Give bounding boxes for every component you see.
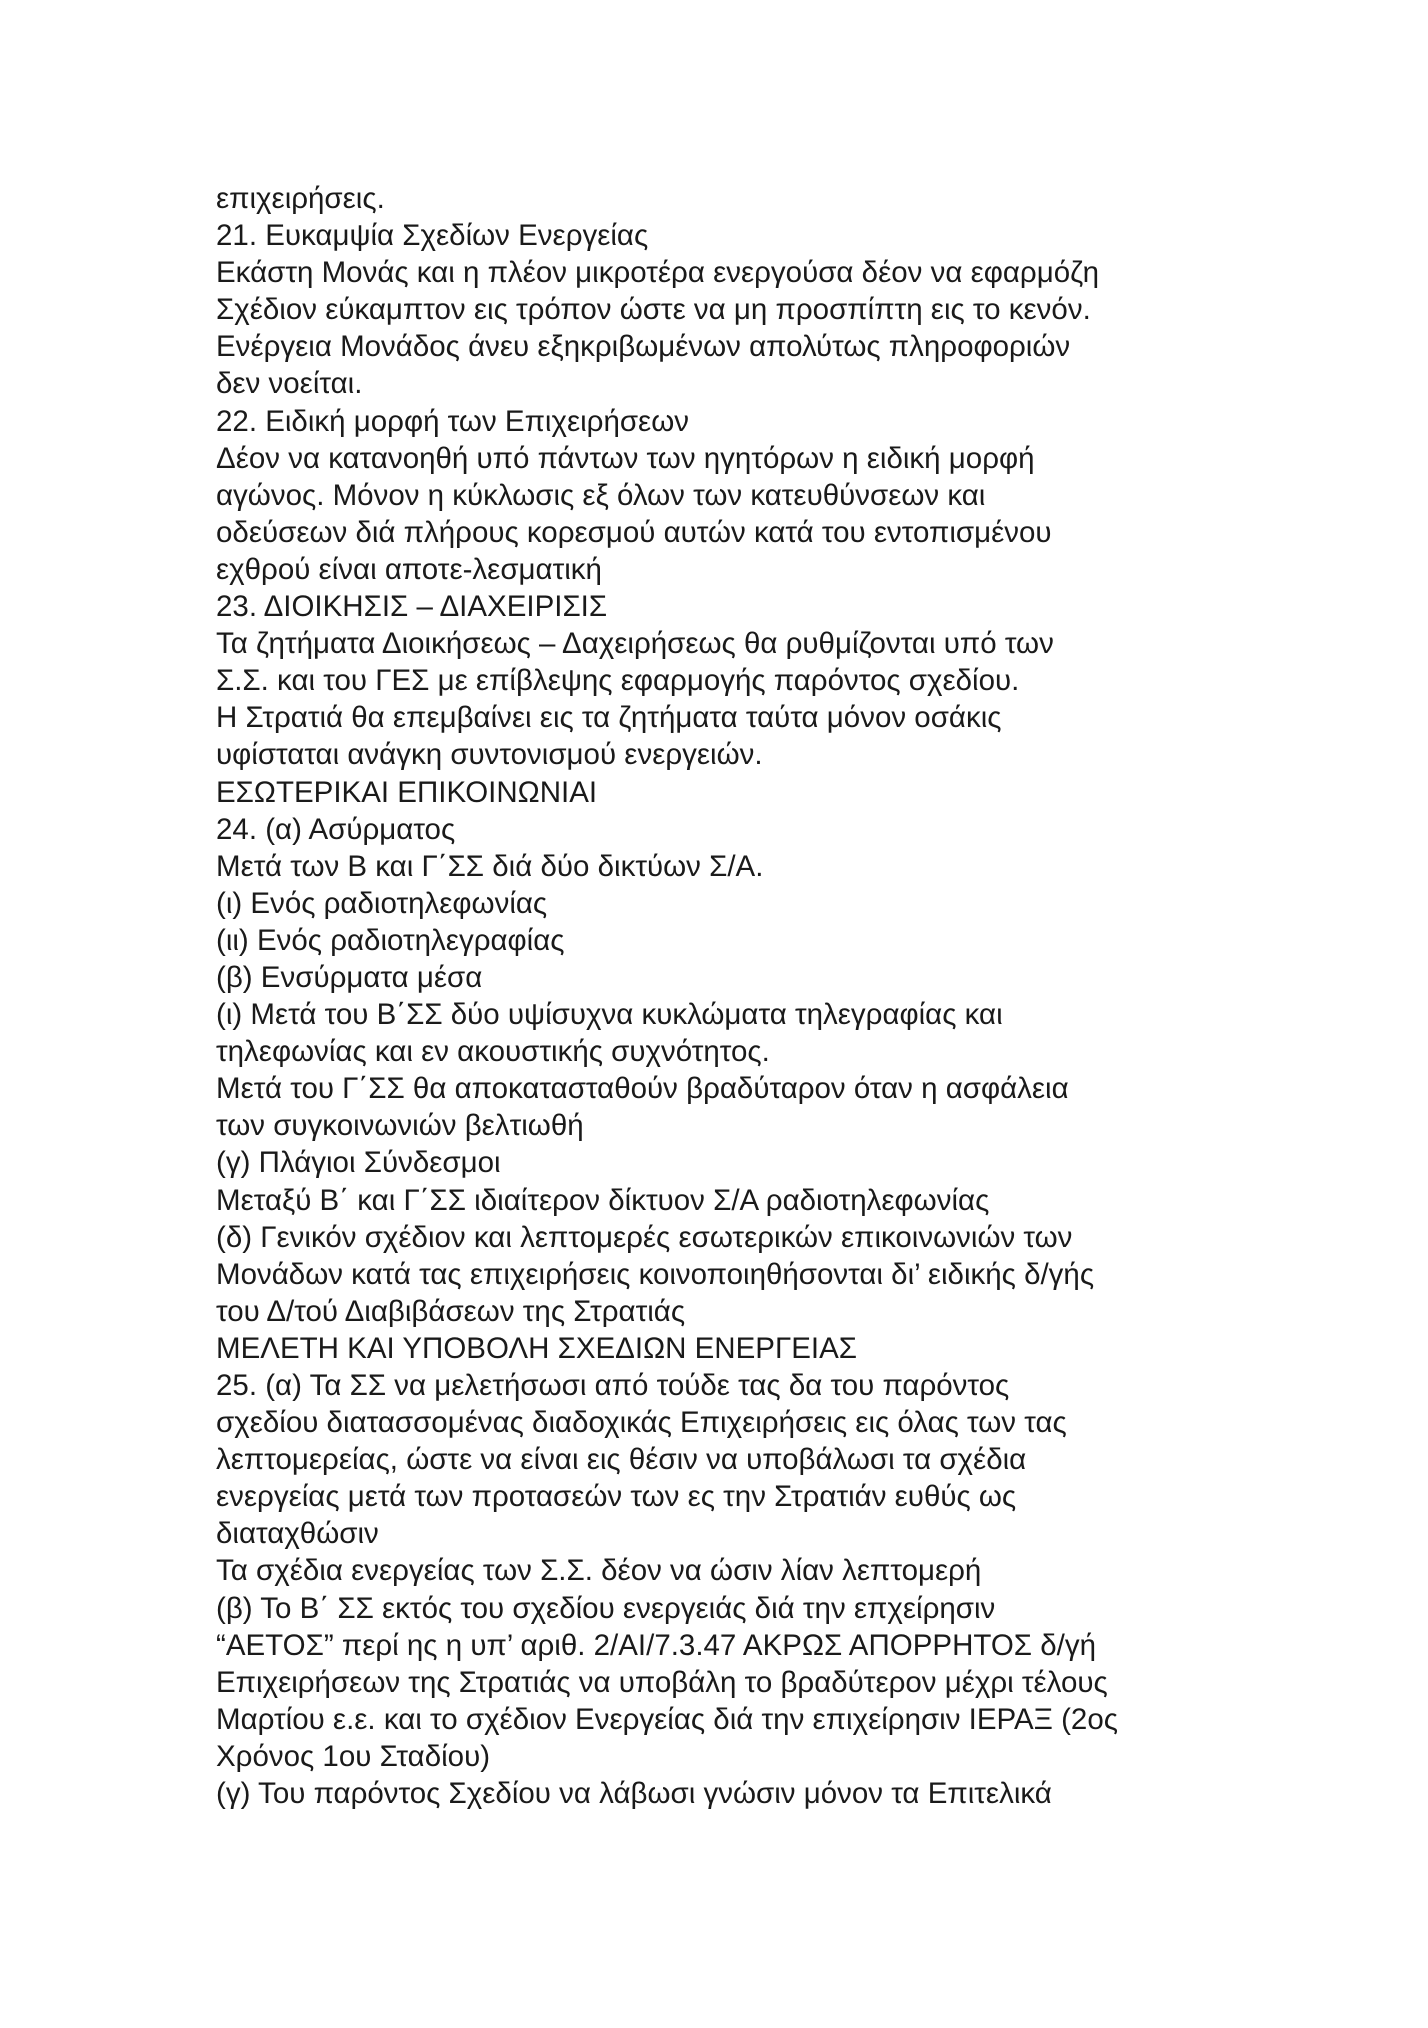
list-item: (ι) Μετά του Β΄ΣΣ δύο υψίσυχνα κυκλώματα τηλεγραφίας και	[216, 998, 1003, 1032]
text-line: Τα ζητήματα Διοικήσεως – Δαχειρήσεως θα ρυθμίζονται υπό των	[216, 627, 1054, 661]
text-line: σχεδίου διατασσομένας διαδοχικάς Επιχειρήσεις εις όλας των τας	[216, 1406, 1067, 1440]
text-line: “ΑΕΤΟΣ” περί ης η υπ’ αριθ. 2/ΑΙ/7.3.47 ΑΚΡΩΣ ΑΠΟΡΡΗΤΟΣ δ/γή	[216, 1628, 1097, 1662]
text-line: διαταχθώσιν	[216, 1517, 379, 1551]
section-heading: 25. (α) Τα ΣΣ να μελετήσωσι από τούδε τας δα του παρόντος	[216, 1369, 1010, 1402]
subsection-heading: (β) Ενσύρματα μέσα	[216, 960, 483, 994]
text-line: Ενέργεια Μονάδος άνευ εξηκριβωμένων απολύτως πληροφοριών	[216, 330, 1071, 364]
subsection-heading: (δ) Γενικόν σχέδιον και λεπτομερές εσωτερικών επικοινωνιών των	[216, 1220, 1073, 1254]
text-line: των συγκοινωνιών βελτιωθή	[216, 1109, 584, 1143]
text-line: Δέον να κατανοηθή υπό πάντων των ηγητόρων η ειδική μορφή	[216, 441, 1035, 475]
subsection-heading: (γ) Του παρόντος Σχεδίου να λάβωσι γνώσιν μόνον τα Επιτελικά	[216, 1777, 1052, 1811]
text-line: Η Στρατιά θα επεμβαίνει εις τα ζητήματα ταύτα μόνον οσάκις	[216, 701, 1002, 735]
text-line: επιχειρήσεις.	[216, 182, 385, 215]
text-line: Μετά του Γ΄ΣΣ θα αποκατασταθούν βραδύταρον όταν η ασφάλεια	[216, 1072, 1069, 1106]
text-line: Σχέδιον εύκαμπτον εις τρόπον ώστε να μη προσπίπτη εις το κενόν.	[216, 293, 1091, 327]
text-line: Μετά των Β και Γ΄ΣΣ διά δύο δικτύων Σ/Α.	[216, 849, 764, 883]
list-item: (ιι) Ενός ραδιοτηλεγραφίας	[216, 923, 565, 957]
section-heading: 22. Ειδική μορφή των Επιχειρήσεων	[216, 404, 689, 438]
text-line: Μαρτίου ε.ε. και το σχέδιον Ενεργείας διά την επιχείρησιν ΙΕΡΑΞ (2ος	[216, 1702, 1118, 1736]
text-line: δεν νοείται.	[216, 367, 363, 401]
text-line: οδεύσεων διά πλήρους κορεσμού αυτών κατά του εντοπισμένου	[216, 515, 1052, 549]
section-heading: ΕΣΩΤΕΡΙΚΑΙ ΕΠΙΚΟΙΝΩΝΙΑΙ	[216, 775, 598, 809]
text-line: Εκάστη Μονάς και η πλέον μικροτέρα ενεργούσα δέον να εφαρμόζη	[216, 256, 1099, 290]
document-body	[216, 180, 1236, 1812]
text-line: εχθρού είναι αποτε-λεσματική	[216, 552, 602, 586]
text-line: τηλεφωνίας και εν ακουστικής συχνότητος.	[216, 1035, 770, 1069]
section-heading: 23. ΔΙΟΙΚΗΣΙΣ – ΔΙΑΧΕΙΡΙΣΙΣ	[216, 590, 608, 624]
subsection-heading: (γ) Πλάγιοι Σύνδεσμοι	[216, 1146, 501, 1180]
text-line: λεπτομερείας, ώστε να είναι εις θέσιν να υποβάλωσι τα σχέδια	[216, 1443, 1027, 1477]
text-line: ενεργείας μετά των προτασεών των ες την Στρατιάν ευθύς ως	[216, 1480, 1017, 1514]
section-heading: 21. Ευκαμψία Σχεδίων Ενεργείας	[216, 219, 649, 253]
text-line: Μεταξύ Β΄ και Γ΄ΣΣ ιδιαίτερον δίκτυον Σ/Α ραδιοτηλεφωνίας	[216, 1183, 990, 1217]
text-line: υφίσταται ανάγκη συντονισμού ενεργειών.	[216, 738, 763, 772]
subsection-heading: (β) Το Β΄ ΣΣ εκτός του σχεδίου ενεργειάς διά την επχείρησιν	[216, 1591, 996, 1625]
text-line: αγώνος. Μόνον η κύκλωσις εξ όλων των κατευθύνσεων και	[216, 478, 986, 512]
text-line: Χρόνος 1ου Σταδίου)	[216, 1739, 491, 1773]
section-heading: ΜΕΛΕΤΗ ΚΑΙ ΥΠΟΒΟΛΗ ΣΧΕΔΙΩΝ ΕΝΕΡΓΕΙΑΣ	[216, 1331, 857, 1365]
list-item: (ι) Ενός ραδιοτηλεφωνίας	[216, 886, 548, 920]
section-heading: 24. (α) Ασύρματος	[216, 812, 456, 846]
text-line: του Δ/τού Διαβιβάσεων της Στρατιάς	[216, 1294, 686, 1328]
text-line: Επιχειρήσεων της Στρατιάς να υποβάλη το βραδύτερον μέχρι τέλους	[216, 1665, 1108, 1699]
text-line: Τα σχέδια ενεργείας των Σ.Σ. δέον να ώσιν λίαν λεπτομερή	[216, 1554, 982, 1588]
text-line: Σ.Σ. και του ΓΕΣ με επίβλεψης εφαρμογής παρόντος σχεδίου.	[216, 664, 1020, 698]
text-line: Μονάδων κατά τας επιχειρήσεις κοινοποιηθήσονται δι’ ειδικής δ/γής	[216, 1257, 1095, 1291]
